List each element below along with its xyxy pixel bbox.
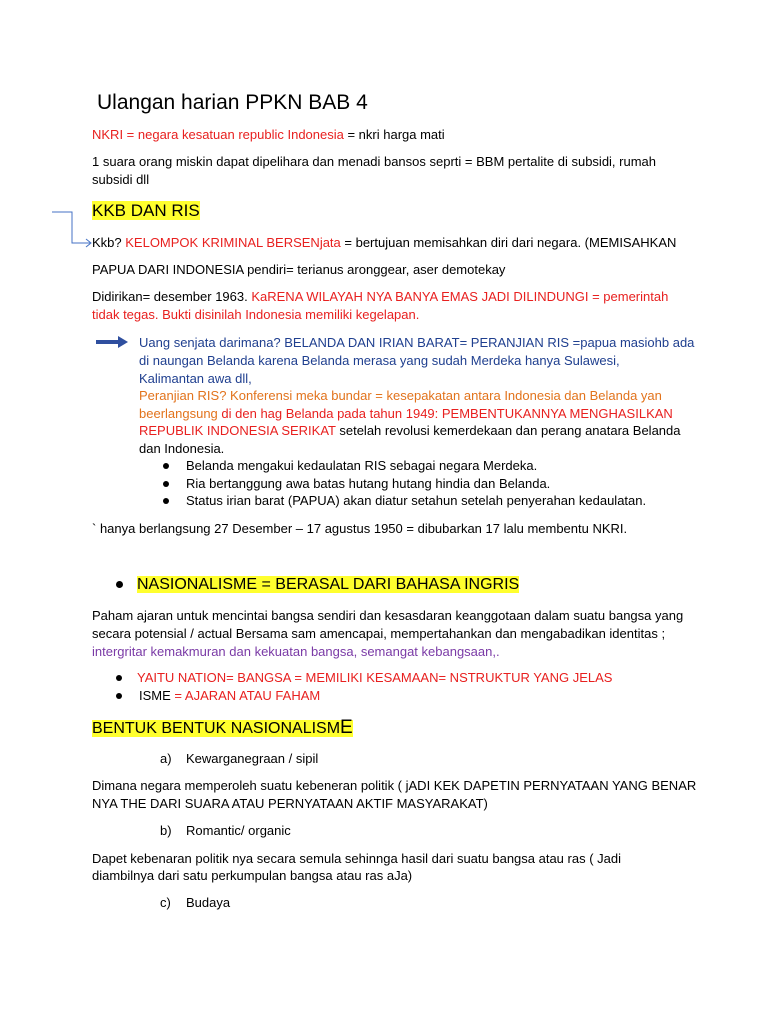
ris-line-5 bbox=[139, 405, 673, 423]
ris-orange-line-1: Peranjian RIS? Konferensi meka bundar = kesepakatan antara Indonesia dan Belanda yan bbox=[139, 388, 662, 403]
suara-line-2: subsidi dll bbox=[92, 172, 150, 187]
nkri-definition: NKRI = negara kesatuan republic Indonesia bbox=[92, 127, 344, 142]
didirikan-text: Didirikan= desember 1963. bbox=[92, 289, 252, 304]
bullet-icon bbox=[116, 581, 123, 588]
bentuk-marker-c: c) bbox=[160, 895, 171, 910]
ris-blue-line-3: Kalimantan awa dll, bbox=[139, 371, 252, 386]
kkb-line-2: PAPUA DARI INDONESIA pendiri= terianus aronggear, aser demotekay bbox=[92, 262, 506, 277]
yaitu-line: YAITU NATION= BANGSA = MEMILIKI KESAMAAN= NSTRUKTUR YANG JELAS bbox=[137, 670, 613, 685]
nasionalisme-heading bbox=[137, 574, 519, 596]
bentuk-label-c: Budaya bbox=[186, 895, 231, 910]
bentuk-desc-a-2: NYA THE DARI SUARA ATAU PERNYATAAN AKTIF MASYARAKAT) bbox=[92, 796, 488, 811]
bentuk-heading-main: BENTUK BENTUK NASIONALISM bbox=[92, 720, 341, 737]
ris-red-2: di den hag Belanda pada tahun 1949: PEMBENTUKANNYA MENGHASILKAN bbox=[217, 406, 673, 421]
right-arrow-icon bbox=[96, 335, 130, 349]
nkri-line bbox=[92, 126, 445, 144]
didirikan-line-2: tidak tegas. Bukti disinilah Indonesia memiliki kegelapan. bbox=[92, 307, 420, 322]
kkb-heading bbox=[92, 200, 200, 222]
ris-red-3: REPUBLIK INDONESIA SERIKAT bbox=[139, 423, 336, 438]
bentuk-marker-b: b) bbox=[160, 823, 172, 838]
bullet-icon bbox=[163, 498, 169, 504]
ris-bullet-2: Ria bertanggung awa batas hutang hutang hindia dan Belanda. bbox=[186, 476, 551, 491]
ris-line-6 bbox=[139, 422, 681, 440]
bullet-icon bbox=[163, 481, 169, 487]
kkb-heading-text: KKB DAN RIS bbox=[92, 201, 200, 220]
didirikan-red: KaRENA WILAYAH NYA BANYA EMAS JADI DILINDUNGI = pemerintah bbox=[251, 289, 669, 304]
bentuk-heading bbox=[92, 717, 353, 740]
ris-blue-line-2: di naungan Belanda karena Belanda merasa yang sudah Merdeka hanya Sulawesi, bbox=[139, 353, 620, 368]
bullet-icon bbox=[163, 463, 169, 469]
ris-duration-line: ` hanya berlangsung 27 Desember – 17 agustus 1950 = dibubarkan 17 lalu membentu NKRI. bbox=[92, 521, 628, 536]
paham-line-1: Paham ajaran untuk mencintai bangsa sendiri dan kesasdaran keanggotaan dalam suatu bangsa yang bbox=[92, 608, 684, 623]
paham-line-2: secara potensial / actual Bersama sam amencapai, mempertahankan dan mengabadikan identitas ; bbox=[92, 626, 666, 641]
ris-bullet-3: Status irian barat (PAPUA) akan diatur setahun setelah penyerahan kedaulatan. bbox=[186, 493, 647, 508]
bentuk-label-a: Kewarganegraan / sipil bbox=[186, 751, 319, 766]
bentuk-marker-a: a) bbox=[160, 751, 172, 766]
bentuk-heading-last: E bbox=[340, 717, 353, 738]
ris-orange-2: beerlangsung bbox=[139, 406, 218, 421]
bullet-icon bbox=[116, 693, 122, 699]
isme-text: ISME bbox=[139, 688, 171, 703]
ris-bullet-1: Belanda mengakui kedaulatan RIS sebagai negara Merdeka. bbox=[186, 458, 538, 473]
ris-black-3: setelah revolusi kemerdekaan dan perang anatara Belanda bbox=[335, 423, 681, 438]
bullet-icon bbox=[116, 675, 122, 681]
paham-line-3: intergritar kemakmuran dan kekuatan bangsa, semangat kebangsaan,. bbox=[92, 644, 500, 659]
didirikan-line-1 bbox=[92, 288, 668, 306]
kkb-rest: = bertujuan memisahkan diri dari negara. (MEMISAHKAN bbox=[340, 235, 677, 250]
bentuk-desc-b-1: Dapet kebenaran politik nya secara semula sehinnga hasil dari suatu bangsa atau ras ( Jadi bbox=[92, 851, 621, 866]
kkb-definition: KELOMPOK KRIMINAL BERSENjata bbox=[125, 235, 341, 250]
nkri-rest: = nkri harga mati bbox=[343, 127, 445, 142]
bentuk-desc-a-1: Dimana negara memperoleh suatu kebeneran politik ( jADI KEK DAPETIN PERNYATAAN YANG BENAR bbox=[92, 778, 697, 793]
connector-arrow-icon bbox=[50, 210, 94, 250]
ris-line-7: dan Indonesia. bbox=[139, 441, 225, 456]
bentuk-label-b: Romantic/ organic bbox=[186, 823, 291, 838]
kkb-line-1 bbox=[92, 234, 676, 252]
page-title: Ulangan harian PPKN BAB 4 bbox=[97, 91, 368, 114]
nasionalisme-heading-text: NASIONALISME = BERASAL DARI BAHASA INGRIS bbox=[137, 576, 520, 593]
isme-red: = AJARAN ATAU FAHAM bbox=[170, 688, 321, 703]
kkb-question: Kkb? bbox=[92, 235, 126, 250]
suara-line-1: 1 suara orang miskin dapat dipelihara dan menadi bansos seprti = BBM pertalite di subsidi, rumah bbox=[92, 154, 657, 169]
isme-line bbox=[139, 687, 320, 705]
bentuk-desc-b-2: diambilnya dari satu perkumpulan bangsa atau ras aJa) bbox=[92, 868, 413, 883]
ris-blue-line-1: Uang senjata darimana? BELANDA DAN IRIAN BARAT= PERANJIAN RIS =papua masiohb ada bbox=[139, 335, 695, 350]
